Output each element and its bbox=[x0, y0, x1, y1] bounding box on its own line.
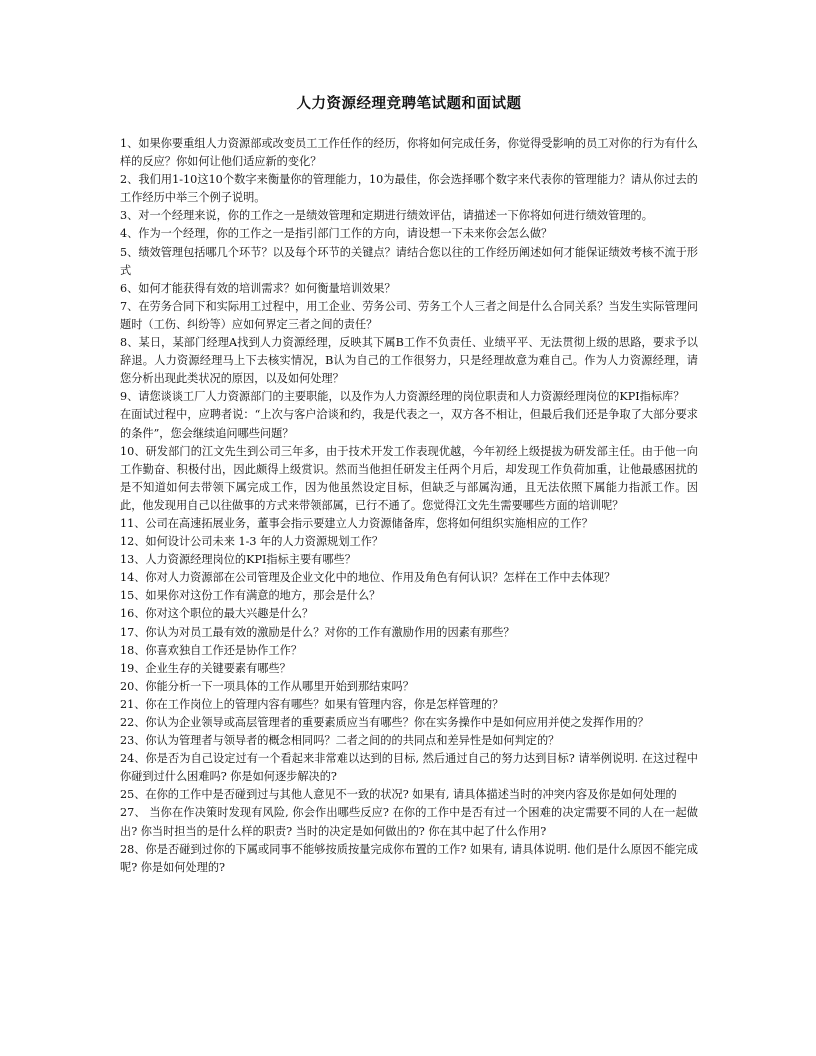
question-paragraph: 10、研发部门的江文先生到公司三年多，由于技术开发工作表现优越，今年初经上级提拔为研发部主任。由于他一向工作勤奋、积极付出，因此颇得上级赏识。然而当他担任研发主任两个月后，却发现工作负荷加重，让他最感困扰的是不知道如何去带领下属完成工作，因为他虽然设定目标，但缺乏与部属沟通，且无法依照下属能力指派工作。因此，他发现用自己以往做事的方式来带领部属，已行不通了。您觉得江文先生需要哪些方面的培训呢？ bbox=[120, 444, 698, 512]
question-paragraph: 1、如果你要重组人力资源部或改变员工工作任作的经历，你将如何完成任务，你觉得受影响的员工对你的行为有什么样的反应？你如何让他们适应新的变化？ bbox=[120, 137, 698, 169]
question-paragraph: 19、企业生存的关键要素有哪些？ bbox=[120, 661, 291, 675]
question-paragraph: 12、如何设计公司未来 1-3 年的人力资源规划工作？ bbox=[120, 535, 384, 549]
question-paragraph: 14、你对人力资源部在公司管理及企业文化中的地位、作用及角色有何认识？怎样在工作中去体现？ bbox=[120, 571, 616, 585]
question-paragraph: 8、某日，某部门经理A找到人力资源经理，反映其下属B工作不负责任、业绩平平、无法贯彻上级的思路，要求予以辞退。人力资源经理马上下去核实情况，B认为自己的工作很努力，只是经理故意为难自己。作为人力资源经理，请您分析出现此类状况的原因，以及如何处理？ bbox=[120, 336, 698, 386]
question-paragraph: 21、你在工作岗位上的管理内容有哪些？如果有管理内容，你是怎样管理的？ bbox=[120, 697, 504, 711]
question-paragraph: 23、你认为管理者与领导者的概念相同吗？二者之间的的共同点和差异性是如何判定的？ bbox=[120, 734, 560, 748]
question-paragraph: 6、如何才能获得有效的培训需求？如何衡量培训效果？ bbox=[120, 281, 396, 295]
question-paragraph: 16、你对这个职位的最大兴趣是什么？ bbox=[120, 607, 314, 621]
question-paragraph: 13、人力资源经理岗位的KPI指标主要有哪些？ bbox=[120, 553, 356, 567]
question-paragraph: 2、我们用1-10这10个数字来衡量你的管理能力，10为最佳，你会选择哪个数字来代表你的管理能力？请从你过去的工作经历中举三个例子说明。 bbox=[120, 173, 698, 205]
document-page bbox=[120, 92, 698, 877]
question-paragraph: 在面试过程中，应聘者说：“上次与客户洽谈和约，我是代表之一，双方各不相让，但最后我们还是争取了大部分要求的条件”，您会继续追问哪些问题？ bbox=[120, 408, 698, 440]
question-paragraph: 9、请您谈谈工厂人力资源部门的主要职能，以及作为人力资源经理的岗位职责和人力资源经理岗位的KPI指标库？ bbox=[120, 390, 685, 404]
question-paragraph: 11、公司在高速拓展业务，董事会指示要建立人力资源储备库，您将如何组织实施相应的工作？ bbox=[120, 516, 593, 530]
question-paragraph: 28、你是否碰到过你的下属或同事不能够按质按量完成你布置的工作? 如果有, 请具体说明. 他们是什么原因不能完成呢? 你是如何处理的? bbox=[120, 842, 698, 874]
question-paragraph: 24、你是否为自己设定过有一个看起来非常难以达到的目标, 然后通过自己的努力达到目标? 请举例说明. 在这过程中你碰到过什么困难吗? 你是如何逐步解决的? bbox=[120, 752, 698, 784]
question-paragraph: 17、你认为对员工最有效的激励是什么？对你的工作有激励作用的因素有那些？ bbox=[120, 625, 515, 639]
question-paragraph: 18、你喜欢独自工作还是协作工作？ bbox=[120, 643, 303, 657]
question-paragraph: 27、 当你在作决策时发现有风险, 你会作出哪些反应? 在你的工作中是否有过一个困难的决定需要不同的人在一起做出? 你当时担当的是什么样的职责? 当时的决定是如何做出的? 你在其中起了什么作用? bbox=[120, 806, 698, 838]
question-paragraph: 4、作为一个经理，你的工作之一是指引部门工作的方向，请设想一下未来你会怎么做？ bbox=[120, 227, 553, 241]
question-paragraph: 5、绩效管理包括哪几个环节？以及每个环节的关键点？请结合您以往的工作经历阐述如何才能保证绩效考核不流于形式 bbox=[120, 245, 698, 277]
document-body bbox=[120, 135, 698, 877]
question-paragraph: 3、对一个经理来说，你的工作之一是绩效管理和定期进行绩效评估，请描述一下你将如何进行绩效管理的。 bbox=[120, 209, 653, 223]
question-paragraph: 7、在劳务合同下和实际用工过程中，用工企业、劳务公司、劳务工个人三者之间是什么合同关系？当发生实际管理问题时（工伤、纠纷等）应如何界定三者之间的责任？ bbox=[120, 299, 698, 331]
question-paragraph: 15、如果你对这份工作有满意的地方，那会是什么？ bbox=[120, 589, 381, 603]
question-paragraph: 22、你认为企业领导或高层管理者的重要素质应当有哪些？你在实务操作中是如何应用并使之发挥作用的？ bbox=[120, 716, 649, 729]
question-paragraph: 20、你能分析一下一项具体的工作从哪里开始到那结束吗？ bbox=[120, 679, 414, 693]
question-paragraph: 25、在你的工作中是否碰到过与其他人意见不一致的状况? 如果有, 请具体描述当时的冲突内容及你是如何处理的 bbox=[120, 788, 677, 802]
document-title: 人力资源经理竞聘笔试题和面试题 bbox=[296, 95, 522, 112]
